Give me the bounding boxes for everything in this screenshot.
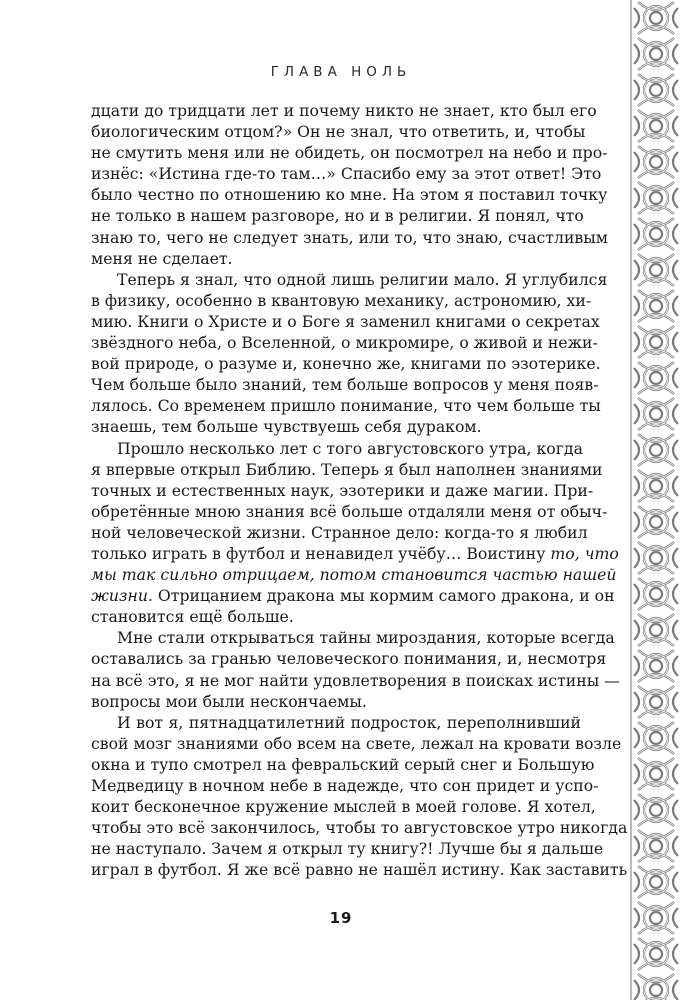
text-line: Медведицу в ночном небе в надежде, что сон придет и успо- [91, 776, 599, 795]
chapter-title: ГЛАВА НОЛЬ [270, 64, 412, 80]
paragraph-5 [91, 712, 628, 881]
text-line: Мне стали открываться тайны мироздания, которые всегда [117, 628, 615, 648]
paragraph-3 [91, 438, 619, 628]
text-line: в физику, особенно в квантовую механику, астрономию, хи- [91, 290, 592, 310]
text-line: лялось. Со временем пришло понимание, что чем больше ты [91, 396, 601, 416]
paragraph-1 [91, 100, 608, 269]
text-line: коит бесконечное кружение мыслей в моей голове. Я хотел, [91, 797, 596, 817]
text-line: Прошло несколько лет с того августовского утра, когда [117, 438, 583, 458]
body-text [91, 100, 628, 880]
text-line: окна и тупо смотрел на февральский серый снег и Большую [91, 754, 595, 774]
page-number: 19 [329, 909, 353, 927]
text-line: изнёс: «Истина где-то там…» Спасибо ему за этот ответ! Это [91, 164, 602, 184]
text-line: обретённые мною знания всё больше отдаляли меня от обыч- [91, 501, 608, 521]
text-line-mixed [91, 543, 619, 564]
text-line: вой природе, о разуме и, конечно же, книгами по эзотерике. [91, 354, 601, 374]
text-line: знаю то, чего не следует знать, или то, что знаю, счастливым [91, 227, 608, 247]
text-line: ной человеческой жизни. Странное дело: когда-то я любил [91, 522, 588, 542]
text-line: не смутить меня или не обидеть, он посмотрел на небо и про- [91, 143, 608, 163]
text-line: знаешь, тем больше чувствуешь себя дураком. [91, 417, 482, 437]
paragraph-4 [91, 627, 620, 711]
text-line: на всё это, я не мог найти удовлетворения в поисках истины — [91, 670, 620, 690]
italic-segment: жизни. [91, 586, 153, 606]
text-line: мию. Книги о Христе и о Боге я заменил книгами о секретах [91, 311, 600, 331]
text-line: Чем больше было знаний, тем больше вопросов у меня появ- [91, 375, 599, 395]
text-line: играл в футбол. Я же всё равно не нашёл истину. Как заставить [91, 860, 628, 880]
text-line: И вот я, пятнадцатилетний подросток, переполнивший [117, 712, 581, 732]
text-line: я впервые открыл Библию. Теперь я был наполнен знаниями [91, 459, 603, 479]
text-line: звёздного неба, о Вселенной, о микромире, о живой и нежи- [91, 333, 598, 353]
text-line: не только в нашем разговоре, но и в религии. Я понял, что [91, 206, 584, 226]
text-line: было честно по отношению ко мне. На этом я поставил точку [91, 185, 608, 205]
text-segment: Отрицанием дракона мы кормим самого дракона, и он [152, 586, 615, 606]
text-line: свой мозг знаниями обо всем на свете, лежал на кровати возле [91, 733, 622, 753]
text-line-mixed [91, 585, 615, 606]
text-line: Теперь я знал, что одной лишь религии мало. Я углубился [117, 269, 608, 289]
celtic-knot-border [630, 0, 682, 1000]
text-line: вопросы мои были нескончаемы. [91, 691, 367, 711]
text-line: биологическим отцом?» Он не знал, что ответить, и, чтобы [91, 122, 586, 142]
italic-segment: то, что [550, 543, 619, 563]
text-line: дцати до тридцати лет и почему никто не знает, кто был его [91, 101, 597, 120]
text-line: чтобы это всё закончилось, чтобы то августовское утро никогда [91, 818, 628, 838]
text-line: не наступало. Зачем я открыл ту книгу?! Лучше бы я дальше [91, 839, 604, 859]
text-line: оставались за гранью человеческого понимания, и, несмотря [91, 649, 607, 669]
text-line: точных и естественных наук, эзотерики и даже магии. При- [91, 480, 594, 500]
text-segment: только играть в футбол и ненавидел учёбу… Воистину [91, 543, 551, 563]
text-line: меня не сделает. [91, 248, 233, 268]
italic-line: мы так сильно отрицаем, потом становится частью нашей [91, 565, 617, 585]
paragraph-2 [91, 269, 608, 438]
text-line: становится ещё больше. [91, 607, 294, 627]
